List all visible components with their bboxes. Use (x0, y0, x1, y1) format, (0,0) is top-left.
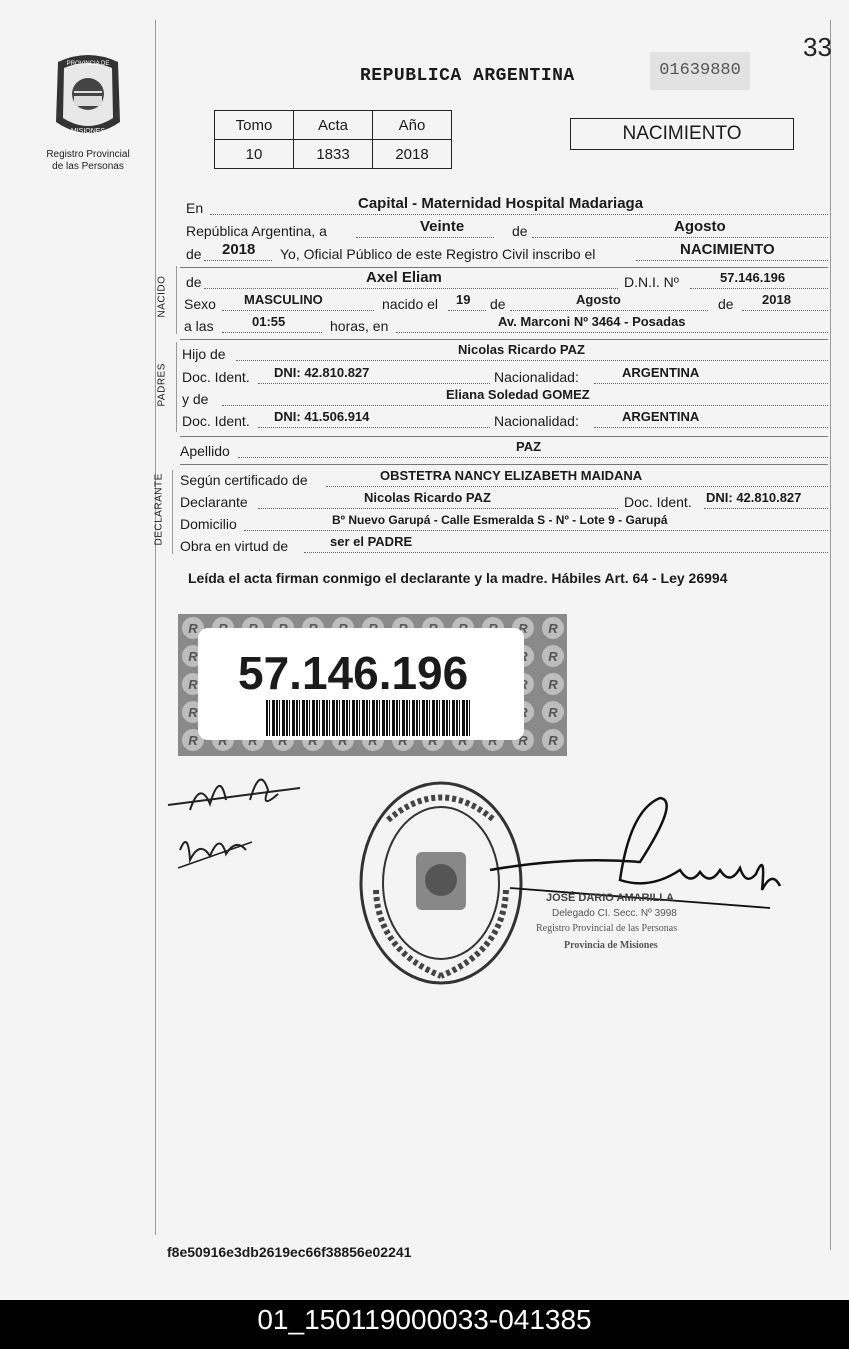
year-value: 2018 (222, 241, 256, 258)
birth-time-value: 01:55 (252, 314, 286, 329)
birth-month-value: Agosto (576, 292, 621, 307)
right-margin-line (830, 20, 831, 1250)
mother-value: Eliana Soledad GOMEZ (446, 387, 590, 402)
declarant-value: Nicolas Ricardo PAZ (364, 490, 491, 505)
row-name: de Axel Eliam D.N.I. Nº 57.146.196 (180, 272, 828, 292)
row-surname: Apellido PAZ (180, 441, 828, 461)
act-value: NACIMIENTO (680, 241, 775, 258)
record-type-box: NACIMIENTO (570, 118, 794, 150)
father-nationality-value: ARGENTINA (622, 365, 700, 380)
birth-year-value: 2018 (762, 292, 791, 307)
surname-value: PAZ (516, 439, 542, 454)
father-value: Nicolas Ricardo PAZ (458, 342, 585, 357)
row-sex-birthdate: Sexo MASCULINO nacido el 19 de Agosto de 2018 (180, 294, 828, 314)
logo-caption-1: Registro Provincial (46, 149, 130, 160)
domicile-value: Bº Nuevo Garupá - Calle Esmeralda S - Nº - Lote 9 - Garupá (332, 513, 668, 527)
provincial-seal-icon (48, 52, 128, 144)
officer-name: JOSÉ DARIO AMARILLA (546, 892, 674, 904)
child-name-value: Axel Eliam (366, 269, 442, 286)
father-doc-value: DNI: 42.810.827 (274, 365, 370, 380)
month-value: Agosto (674, 218, 726, 235)
footer-file-id: 01_150119000033-041385 (0, 1300, 849, 1349)
child-dni-value: 57.146.196 (720, 270, 786, 285)
tomo-value: 10 (215, 140, 294, 169)
page-number: 33 (803, 32, 832, 62)
closing-statement: Leída el acta firman conmigo el declarante y la madre. Hábiles Art. 64 - Ley 26994 (188, 570, 728, 586)
certificate-value: OBSTETRA NANCY ELIZABETH MAIDANA (380, 468, 643, 483)
obra-value: ser el PADRE (330, 534, 413, 549)
row-date-words: República Argentina, a Veinte de Agosto (180, 221, 828, 241)
officer-province: Provincia de Misiones (564, 940, 658, 951)
tomo-acta-table (214, 110, 452, 169)
place-value: Capital - Maternidad Hospital Madariaga (358, 195, 644, 212)
row-domicile: Domicilio Bº Nuevo Garupá - Calle Esmeralda S - Nº - Lote 9 - Garupá (180, 514, 828, 534)
row-year: de 2018 Yo, Oficial Público de este Registro Civil inscribo el NACIMIENTO (180, 244, 828, 264)
mother-doc-value: DNI: 41.506.914 (274, 409, 370, 424)
left-margin-line (155, 20, 156, 1235)
seal-top-text: PROVINCIA DE (66, 61, 110, 67)
mother-nationality-value: ARGENTINA (622, 409, 700, 424)
row-time-address: a las 01:55 horas, en Av. Marconi Nº 3464 - Posadas (180, 316, 828, 336)
day-word-value: Veinte (420, 218, 465, 235)
anio-value: 2018 (373, 140, 452, 169)
side-label-nacido: NACIDO (156, 275, 168, 318)
declarant-doc-value: DNI: 42.810.827 (706, 490, 802, 505)
serial-number: 01639880 (650, 52, 750, 90)
logo-caption-2: de las Personas (52, 161, 124, 172)
side-label-padres: PADRES (156, 363, 168, 407)
row-place: En Capital - Maternidad Hospital Madariaga (180, 198, 828, 218)
row-mother: y de Eliana Soledad GOMEZ (180, 389, 828, 409)
acta-label: Acta (294, 111, 373, 140)
anio-label: Año (373, 111, 452, 140)
barcode-icon (266, 700, 471, 736)
birth-address-value: Av. Marconi Nº 3464 - Posadas (498, 314, 686, 329)
birth-day-value: 19 (456, 292, 471, 307)
row-mother-doc: Doc. Ident. DNI: 41.506.914 Nacionalidad: ARGENTINA (180, 411, 828, 431)
officer-title: Delegado CI. Secc. Nº 3998 (552, 908, 677, 919)
document-title: REPUBLICA ARGENTINA (360, 66, 575, 86)
acta-value: 1833 (294, 140, 373, 169)
registry-logo (38, 52, 138, 173)
row-father: Hijo de Nicolas Ricardo PAZ (180, 344, 828, 364)
row-declarant: Declarante Nicolas Ricardo PAZ Doc. Ident. DNI: 42.810.827 (180, 492, 828, 512)
side-label-declarante: DECLARANTE (153, 473, 165, 546)
sex-value: MASCULINO (244, 292, 323, 307)
row-certificate: Según certificado de OBSTETRA NANCY ELIZABETH MAIDANA (180, 470, 828, 490)
officer-registry: Registro Provincial de las Personas (536, 923, 678, 934)
row-father-doc: Doc. Ident. DNI: 42.810.827 Nacionalidad: ARGENTINA (180, 367, 828, 387)
seal-bottom-text: MISIONES (70, 128, 106, 135)
signature-declarant-icon (160, 760, 320, 890)
barcode-number: 57.146.196 (238, 647, 469, 699)
tomo-label: Tomo (215, 111, 294, 140)
document-hash: f8e50916e3db2619ec66f38856e02241 (167, 1244, 412, 1260)
dni-barcode-label (178, 614, 567, 756)
row-obra: Obra en virtud de ser el PADRE (180, 536, 828, 556)
